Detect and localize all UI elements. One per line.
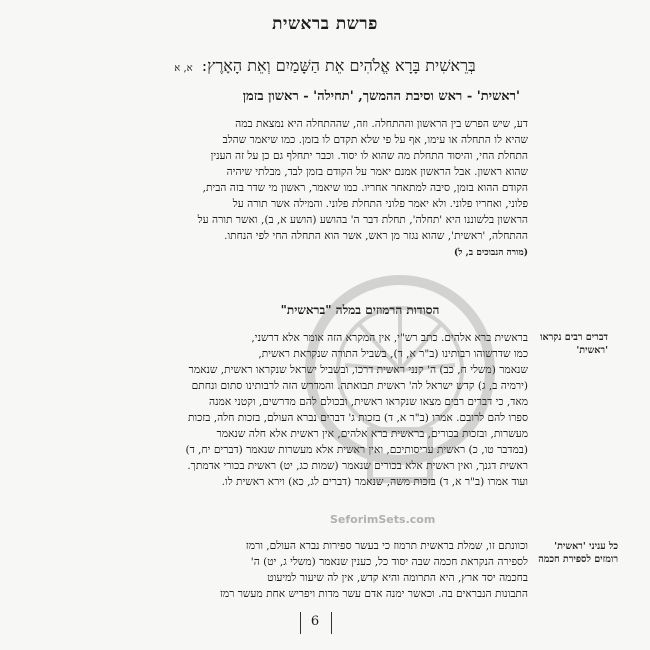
paragraph-line: וכוונתם זו, שמלת בראשית תרמוז כי בעשר ספירות נברא העולם, ורמז — [245, 540, 528, 552]
paragraph-line: הראשון בלשוננו היא 'תחלה', תחלת דבר ה' בהושע (הושע א, ב), ואשר תורה על — [197, 214, 528, 226]
paragraph-line: ועוד אמרו (ב"ר א, ד) בזכות משה, שנאמר (דברים לג, כא) וירא ראשית לו. — [221, 476, 528, 488]
paragraph-3 — [92, 538, 528, 602]
side-note-1: דברים רבים נקראו 'ראשית' — [540, 332, 608, 356]
verse-heading — [150, 56, 500, 76]
paragraph-line: (במדבר טו, כ) ראשית עריסותיכם, ואין ראשית אלא מעשרות שנאמר (דברים יח, ד) — [185, 444, 528, 456]
paragraph-line: שהוא ראשון. אבל הראשון אמנם יאמר על הקודם בזמן לבד, מבלתי שיהיה — [226, 166, 528, 178]
section-heading-2: הסודות הרמוזים במלה "בראשית" — [280, 303, 440, 317]
paragraph-line: התבונות הנבראים בה. וכאשר ימנה אדם עשר מדות ויפריש אחת מעשר רמז — [219, 588, 528, 600]
paragraph-line: פלוני, ואחריו פלוני. ולא יאמר פלוני התחלת פלוני. והמילה אשר תורה על — [232, 198, 528, 210]
paragraph-line: ראשית דגנך, ואין ראשית אלא בכורים שנאמר (שמות כג, יט) ראשית בכורי אדמתך. — [187, 460, 528, 472]
paragraph-line: הקודם ההוא בזמן, סיבה למתאחר אחריו. כמו שיאמר, ראשון מי שדר בזה הבית, — [202, 182, 528, 194]
paragraph-line: מעשרות, ובזכות בכורים, בראשית ברא אלהים, אין ראשית אלא חלה שנאמר — [216, 428, 528, 440]
verse-reference: א, א — [174, 63, 193, 74]
paragraph-line: התחלת החי, והיסוד התחלת מה שהוא לו יסוד. וכבר יתחלף גם כן על זה הענין — [210, 150, 528, 162]
page-title: פרשת בראשית — [272, 14, 378, 34]
verse-text: בְּרֵאשִׁית בָּרָא אֱלֹהִים אֵת הַשָּׁמַיִם וְאֵת הָאָרֶץ: — [201, 56, 476, 75]
paragraph-line: כמו שדרשוהו רבותינו (ב"ר א, ד), בשביל התורה שנקראת ראשית, — [258, 348, 528, 360]
paragraph-line: ספרו להם לרובם. אמרו (ב"ר א, ד) בזכות ג' דברים נברא העולם, בזכות חלה, בזכות — [187, 412, 528, 424]
paragraph-line: מאד, כי דברים רבים מצאו שנקראו ראשית, ובכולם להם מדרשים, וקטני אמנה — [209, 396, 528, 408]
paragraph-line: (ירמיה ב, ג) קדש ישראל לה' ראשית תבואתה. והמדרש הזה לרבותינו סתום ונחתם — [191, 380, 528, 392]
paragraph-line: שהיא לו התחלה או עימו, אף על פי שלא תקדם לו בזמן. כמו שיאמר שהלב — [222, 134, 528, 146]
side-note-2: כל עניני 'ראשית' רומזים לספירת חכמה — [538, 541, 618, 565]
citation: (מורה הנבוכים ב, ל) — [454, 248, 528, 258]
paragraph-line: בראשית ברא אלהים. כתב רש"י, אין המקרא הזה אומר אלא דרשני, — [251, 332, 528, 344]
paragraph-line: דע, שיש הפרש בין הראשון וההתחלה. וזה, שההתחלה היא נמצאת במה — [235, 118, 528, 130]
paragraph-2 — [92, 330, 528, 490]
section-heading-1: 'ראשית' - ראש וסיבת ההמשך, 'תחילה' - ראשון בזמן — [242, 89, 520, 104]
citation-line — [92, 244, 528, 261]
page-number: 6 — [310, 614, 320, 629]
watermark-text: SeforimSets.com — [330, 513, 436, 526]
paragraph-line: לספירה הנקראת חכמה שבה יסוד כל, כענין שנאמר (משלי ג, יט) ה' — [250, 556, 528, 568]
paragraph-line: שנאמר (משלי ח, כב) ה' קנני ראשית דרכו, ובשביל ישראל שנקראו ראשית, שנאמר — [188, 364, 528, 376]
paragraph-line: ההתחלה, 'ראשית', שהוא נגזר מן ראש, אשר הוא התחלה החי לפי הנחתו. — [224, 230, 528, 242]
paragraph-1 — [92, 116, 528, 261]
paragraph-line: בחכמה יסד ארץ, היא התרומה והיא קדש, אין לה שיעור למיעוט — [267, 572, 528, 584]
